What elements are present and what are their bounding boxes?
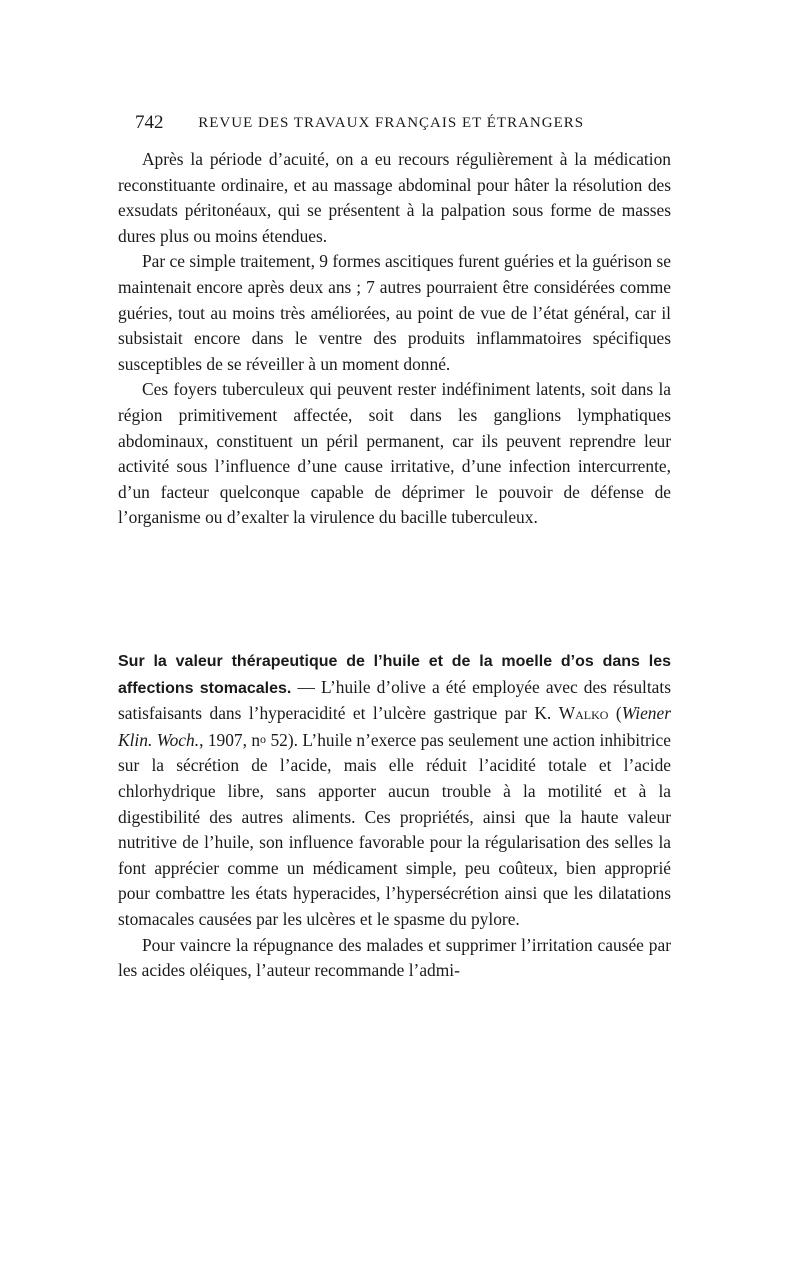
text-span: 52). L’huile n’exerce pas seulement une action inhibitrice sur la sécrétion de l’acide, mais elle réduit l’acidité totale et l’acide chlorhydrique libre, sans apporter aucun trouble à la motilité et à la digestibilité des autres aliments. Ces propriétés, ainsi que la haute valeur nutritive de l’huile, son influence favorable pour la régularisation des selles la font apprécier comme un médicament simple, peu coûteux, bien approprié pour combattre les états hyperacides, l’hypersécrétion ainsi que les dilatations stomacales causées par les ulcères et le spasme du pylore.: [118, 729, 671, 929]
article-heading: Sur la valeur thérapeutique de l’huile et de la moelle d’os dans les affections stomacales.: [118, 653, 671, 697]
page-number: 742: [135, 112, 164, 133]
text-span: , 1907, n: [199, 729, 261, 750]
section-oil-marrow-stomach: [118, 648, 671, 984]
paragraph: Après la période d’acuité, on a eu recours régulièrement à la médication reconstituante ordinaire, et au massage abdominal pour hâter la résolution des exsudats péritonéaux, qui se présentent à la palpation sous forme de masses dures plus ou moins étendues.: [118, 149, 671, 246]
paragraph: Ces foyers tuberculeux qui peuvent rester indéfiniment latents, soit dans la région primitivement affectée, soit dans les ganglions lymphatiques abdominaux, constituent un péril permanent, car ils peuvent reprendre leur activité sous l’influence d’une cause irritative, d’une infection intercurrente, d’un facteur quelconque capable de déprimer le pouvoir de défense de l’organisme ou d’exalter la virulence du bacille tuberculeux.: [118, 379, 671, 528]
journal-title: Wiener Klin. Woch.: [118, 703, 671, 750]
paragraph: Pour vaincre la répugnance des malades et supprimer l’irritation causée par les acides oléiques, l’auteur recommande l’admi-: [118, 934, 671, 981]
text-span: (: [608, 703, 622, 724]
paragraph: Par ce simple traitement, 9 formes ascitiques furent guéries et la guérison se maintenait encore après deux ans ; 7 autres pourraient être considérées comme guéries, tout au moins très améliorées, au point de vue de l’état général, car il subsistait encore dans le ventre des produits inflammatoires spécifiques susceptibles de se réveiller à un moment donné.: [118, 251, 671, 374]
running-title: REVUE DES TRAVAUX FRANÇAIS ET ÉTRANGERS: [198, 115, 585, 131]
author-initial: K.: [534, 703, 559, 724]
author-name: Walko: [558, 703, 609, 724]
running-header: [135, 112, 655, 134]
text-span: — L’huile d’olive a été employée avec des résultats satisfaisants dans l’hyperacidité et l’ulcère gastrique par: [118, 676, 671, 724]
section-ascites-treatment: [118, 147, 671, 531]
article-paragraph: [118, 648, 671, 933]
superscript: o: [260, 731, 267, 746]
